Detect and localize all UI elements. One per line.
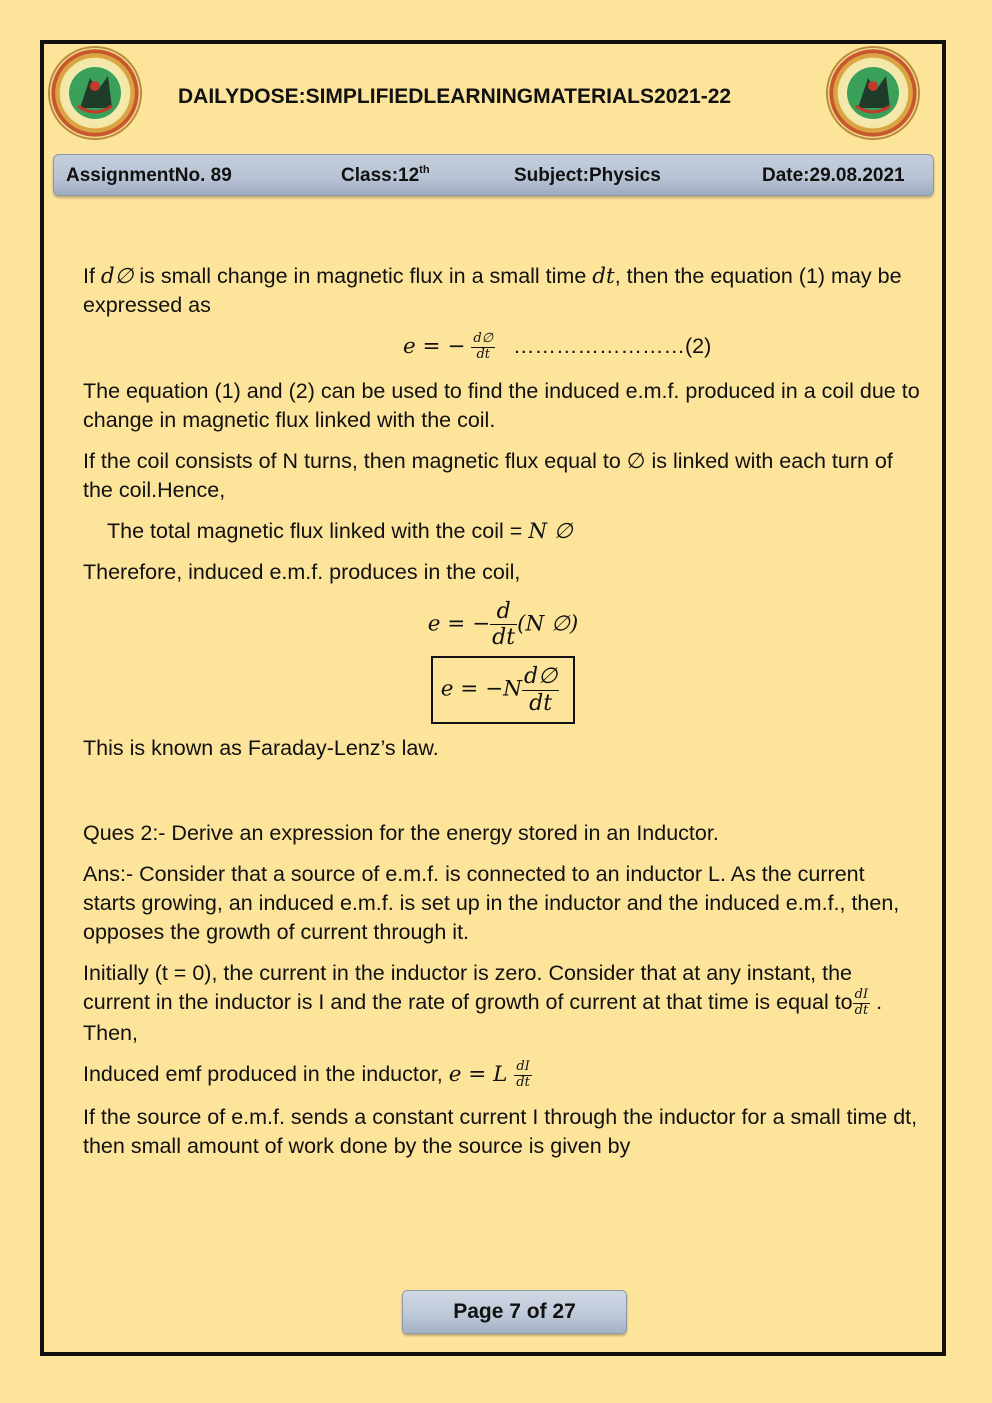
paragraph-total-flux: The total magnetic flux linked with the coil = N ∅ — [107, 518, 573, 544]
class-superscript: th — [419, 164, 430, 176]
equation-faraday-lenz — [83, 656, 923, 724]
boxed-equation: e = −N $\frac{d\emptyset}{dt}$ — [431, 656, 575, 724]
page-number: Page 7 of 27 — [402, 1290, 627, 1334]
paragraph-n-turns: If the coil consists of N turns, then magnetic flux equal to ∅ is linked with each turn of the coil.Hence, — [83, 448, 893, 502]
math-dphi: d∅ — [100, 264, 134, 289]
assignment-info-bar — [53, 154, 934, 196]
math-dt: dt — [592, 264, 615, 289]
paragraph-therefore: Therefore, induced e.m.f. produces in the coil, — [83, 559, 521, 584]
class-value: Class:12 — [341, 165, 420, 186]
fraction-dphi-dt: $\frac{d\emptyset}{dt}$ — [473, 331, 494, 362]
paragraph-faraday-lenz: This is known as Faraday-Lenz’s law. — [83, 736, 439, 761]
fraction-d-dt: $\frac{d}{dt}$ — [492, 598, 516, 651]
date-label: Date:29.08.2021 — [762, 165, 905, 186]
paragraph-flux-change: If d∅ is small change in magnetic flux in a small time dt, then the equation (1) may be expressed as — [83, 264, 902, 317]
fraction-di-dt: $\frac{dI}{dt}$ — [854, 987, 869, 1018]
answer-paragraph-2: Initially (t = 0), the current in the inductor is zero. Consider that at any instant, the current in the inductor is I and the rate of growth of current at that time is equal to $\frac{dI}{dt}$ . Then, — [83, 961, 883, 1045]
school-logo-left — [50, 48, 140, 138]
answer-paragraph-1: Ans:- Consider that a source of e.m.f. is connected to an inductor L. As the current starts growing, an induced e.m.f. is set up in the inductor and the induced e.m.f., then, opposes the growth of current through it. — [83, 862, 900, 945]
question-2: Ques 2:- Derive an expression for the energy stored in an Inductor. — [83, 821, 719, 846]
fraction-dphi-dt-boxed: $\frac{d\emptyset}{dt}$ — [523, 664, 558, 716]
equation-2: e = − $\frac{d\emptyset}{dt}$ ……………………(2) — [403, 331, 712, 362]
class-label — [341, 165, 430, 187]
page-content — [83, 262, 923, 1173]
equation-3: e = − $\frac{d}{dt}$ (N ∅) — [427, 598, 579, 651]
fraction-di-dt-emf: $\frac{dI}{dt}$ — [516, 1058, 530, 1090]
document-title: DAILYDOSE:SIMPLIFIEDLEARNINGMATERIALS2021-22 — [178, 85, 732, 108]
answer-paragraph-4: If the source of e.m.f. sends a constant current I through the inductor for a small time dt, then small amount of work done by the source is given by — [83, 1104, 918, 1158]
assignment-number: AssignmentNo. 89 — [66, 165, 232, 186]
school-logo-right — [828, 48, 918, 138]
subject-label: Subject:Physics — [514, 165, 661, 186]
math-n-phi: N ∅ — [528, 518, 573, 544]
answer-paragraph-3: Induced emf produced in the inductor, e = L $\frac{dI}{dt}$ — [83, 1058, 530, 1090]
paragraph-equations-use: The equation (1) and (2) can be used to find the induced e.m.f. produced in a coil due to change in magnetic flux linked with the coil. — [83, 378, 920, 432]
